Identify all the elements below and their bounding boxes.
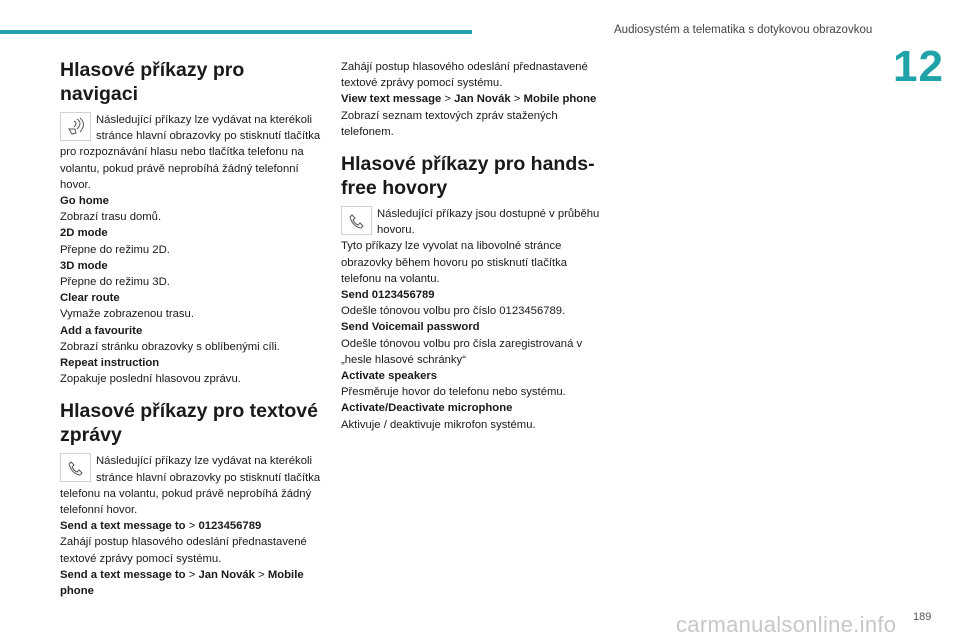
command-label: Repeat instruction — [60, 357, 160, 370]
command-label: Send a text message to > 0123456789 — [60, 520, 262, 533]
command-label: Send 0123456789 — [341, 289, 435, 302]
header-accent-bar — [0, 30, 472, 34]
intro-text-2: Tyto příkazy lze vyvolat na libovolné stránce obrazovky během hovoru po stisknutí tlačítka telefonu na volantu. — [341, 240, 568, 285]
command-label: Activate speakers — [341, 370, 438, 383]
intro-handsfree — [341, 206, 603, 238]
command-description: Aktivuje / deaktivuje mikrofon systému. — [341, 418, 536, 431]
command-description: Zahájí postup hlasového odeslání přednastavené textové zprávy pomocí systému. — [341, 61, 588, 90]
voice-command-icon — [60, 112, 91, 141]
command-label: Activate/Deactivate microphone — [341, 402, 513, 415]
command-label: Send Voicemail password — [341, 321, 480, 334]
command-description: Zobrazí stránku obrazovky s oblíbenými cíli. — [60, 340, 280, 353]
command-label: Send a text message to > Jan Novák > Mobile phone — [60, 568, 304, 598]
command-label: 2D mode — [60, 227, 108, 240]
column-right — [341, 59, 603, 433]
chapter-number: 12 — [893, 42, 944, 91]
command-label: 3D mode — [60, 259, 108, 272]
command-label: Clear route — [60, 292, 120, 305]
command-description: Přepne do režimu 2D. — [60, 243, 170, 256]
column-left — [60, 58, 322, 599]
intro-text: Následující příkazy lze vydávat na kterékoli stránce hlavní obrazovky po stisknutí tlačítka pro rozpoznávání hlasu nebo tlačítka telefonu na volantu, pokud právě neprobíhá žádný telefonní hovor. — [60, 114, 321, 191]
command-description: Zobrazí trasu domů. — [60, 211, 162, 224]
heading-navigation: Hlasové příkazy pro navigaci — [60, 59, 245, 105]
command-description: Odešle tónovou volbu pro číslo 0123456789. — [341, 305, 566, 318]
command-label: Add a favourite — [60, 324, 143, 337]
command-description: Zahájí postup hlasového odeslání přednastavené textové zprávy pomocí systému. — [60, 536, 307, 565]
command-description: Přepne do režimu 3D. — [60, 276, 170, 289]
command-description: Zobrazí seznam textových zpráv stažených telefonem. — [341, 109, 558, 138]
phone-icon — [341, 206, 372, 235]
intro-text-messages — [60, 453, 322, 518]
section-title: Audiosystém a telematika s dotykovou obrazovkou — [614, 24, 873, 36]
heading-text-messages: Hlasové příkazy pro textové zprávy — [60, 400, 318, 447]
heading-handsfree: Hlasové příkazy pro hands-free hovory — [341, 153, 595, 200]
page-number: 189 — [913, 611, 932, 623]
command-label: Go home — [60, 195, 109, 208]
intro-navigation — [60, 112, 322, 193]
watermark: carmanualsonline.info — [676, 612, 897, 637]
command-description: Přesměruje hovor do telefonu nebo systému. — [341, 386, 566, 399]
command-description: Odešle tónovou volbu pro čísla zaregistrovaná v „hesle hlasové schránky“ — [341, 337, 583, 366]
command-description: Vymaže zobrazenou trasu. — [60, 308, 194, 321]
command-description: Zopakuje poslední hlasovou zprávu. — [60, 373, 241, 386]
intro-text: Následující příkazy lze vydávat na kterékoli stránce hlavní obrazovky po stisknutí tlačítka telefonu na volantu, pokud právě neprobíhá žádný telefonní hovor. — [60, 455, 321, 517]
command-label: View text message > Jan Novák > Mobile phone — [341, 93, 597, 106]
phone-icon — [60, 453, 91, 482]
intro-text: Následující příkazy jsou dostupné v průběhu hovoru. — [377, 208, 600, 237]
